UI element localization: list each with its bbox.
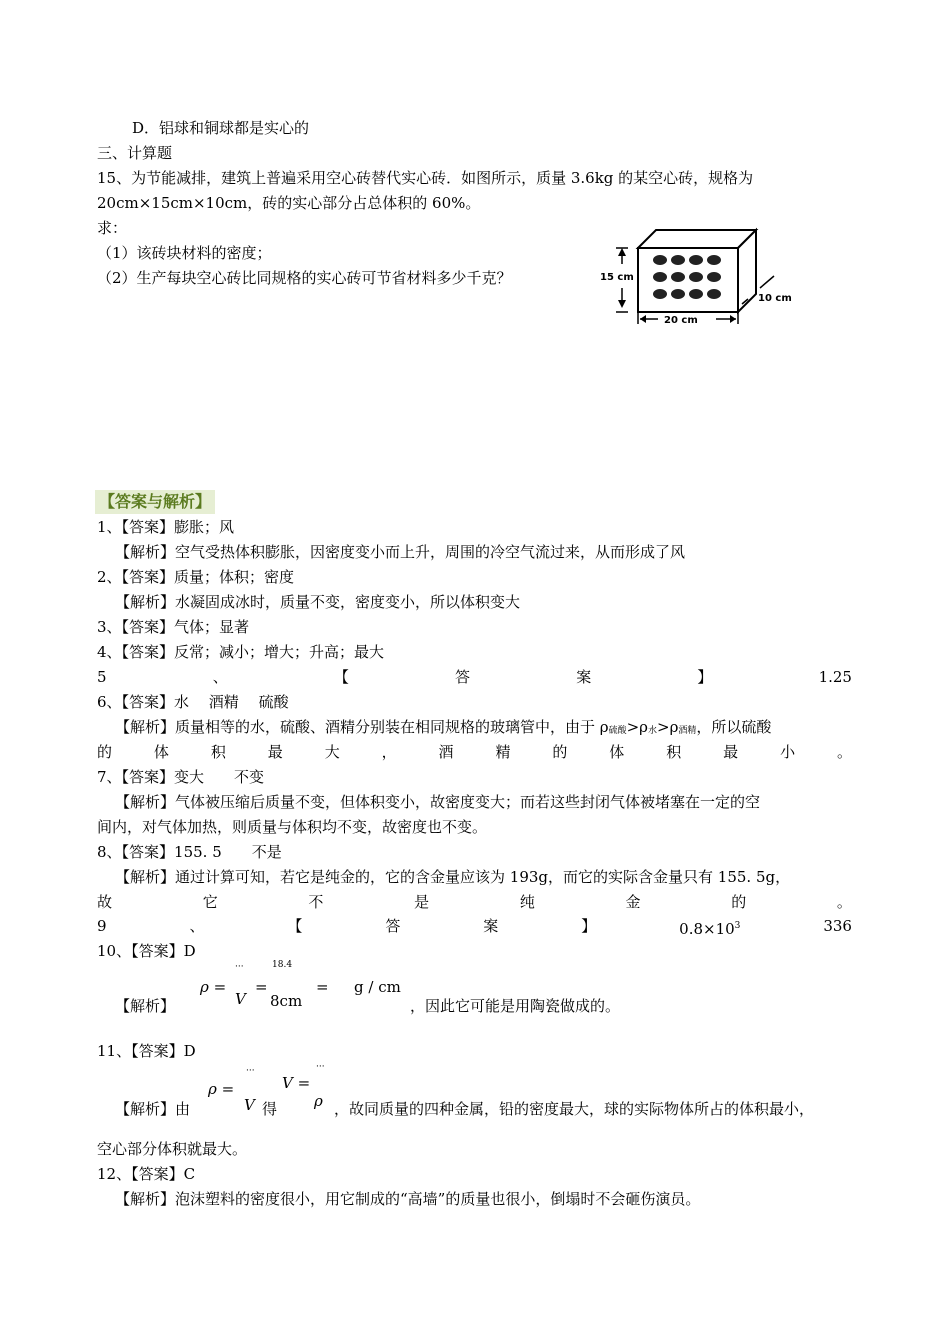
- explanation-8-line2: 故 它 不 是 纯 金 的 。: [97, 893, 852, 911]
- explanation-10-text: ，因此它可能是用陶瓷做成的。: [410, 997, 621, 1015]
- hollow-brick-figure: [598, 226, 804, 326]
- answer-7: 7、【答案】变大 不变: [97, 768, 265, 786]
- explanation-7-line1: 【解析】气体被压缩后质量不变，但体积变小，故密度变大；而若这些封闭气体被堵塞在一定的空: [115, 793, 761, 811]
- section-title: 三、计算题: [97, 144, 173, 162]
- answer-3: 3、【答案】气体；显著: [97, 618, 250, 636]
- answer-1: 1、【答案】膨胀；风: [97, 518, 235, 536]
- answer-12: 12、【答案】C: [97, 1165, 196, 1183]
- explanation-6-line1: 【解析】质量相等的水，硫酸、酒精分别装在相同规格的玻璃管中，由于 $\rho_{硫酸}>\rho_水>\rho_{酒精}$，所以硫酸: [115, 718, 772, 736]
- formula-10: ρ = ··· 18.4 V = 8cm = g / cm: [200, 960, 401, 1010]
- answer-5: 5 、 【 答 案 】 1.25: [97, 668, 852, 686]
- explanation-2: 【解析】水凝固成冰时，质量不变，密度变小，所以体积变大: [115, 593, 521, 611]
- formula-11: ρ = ··· V 得 V = ··· ρ: [208, 1062, 325, 1118]
- answer-11: 11、【答案】D: [97, 1042, 196, 1060]
- explanation-11-text: ，故同质量的四种金属，铅的密度最大，球的实际物体所占的体积最小，: [334, 1100, 815, 1118]
- answer-8: 8、【答案】155. 5 不是: [97, 843, 282, 861]
- explanation-11-label: 【解析】由: [115, 1100, 191, 1118]
- q15-line2: 20cm×15cm×10cm，砖的实心部分占总体积的 60%。: [97, 194, 481, 212]
- answers-heading: 【答案与解析】: [95, 490, 215, 514]
- label-height: 15 cm: [600, 272, 634, 283]
- answer-10: 10、【答案】D: [97, 942, 196, 960]
- explanation-11-line2: 空心部分体积就最大。: [97, 1140, 248, 1158]
- label-depth: 10 cm: [758, 293, 792, 304]
- answer-6: 6、【答案】水 酒精 硫酸: [97, 693, 289, 711]
- answer-9: 9 、 【 答 案 】 $0.8\times 10^3$ 336: [97, 917, 852, 938]
- answer-2: 2、【答案】质量；体积；密度: [97, 568, 295, 586]
- label-width: 20 cm: [664, 315, 698, 326]
- q15-ask: 求：: [97, 219, 128, 237]
- answer-4: 4、【答案】反常；减小；增大；升高；最大: [97, 643, 385, 661]
- option-d: D．铝球和铜球都是实心的: [132, 119, 310, 137]
- q15-sub2: （2）生产每块空心砖比同规格的实心砖可节省材料多少千克？: [97, 269, 512, 287]
- explanation-12: 【解析】泡沫塑料的密度很小，用它制成的“高墙”的质量也很小，倒塌时不会砸伤演员。: [115, 1190, 701, 1208]
- explanation-10-label: 【解析】: [115, 997, 176, 1015]
- explanation-7-line2: 间内，对气体加热，则质量与体积均不变，故密度也不变。: [97, 818, 488, 836]
- q15-line1: 15、为节能减排，建筑上普遍采用空心砖替代实心砖．如图所示，质量 3.6kg 的某空心砖，规格为: [97, 169, 754, 187]
- explanation-8-line1: 【解析】通过计算可知，若它是纯金的，它的含金量应该为 193g，而它的实际含金量只有 155. 5g，: [115, 868, 791, 886]
- q15-sub1: （1）该砖块材料的密度；: [97, 244, 272, 262]
- explanation-6-line2: 的 体 积 最 大 ， 酒 精 的 体 积 最 小 。: [97, 743, 852, 761]
- explanation-1: 【解析】空气受热体积膨胀，因密度变小而上升，周围的冷空气流过来，从而形成了风: [115, 543, 686, 561]
